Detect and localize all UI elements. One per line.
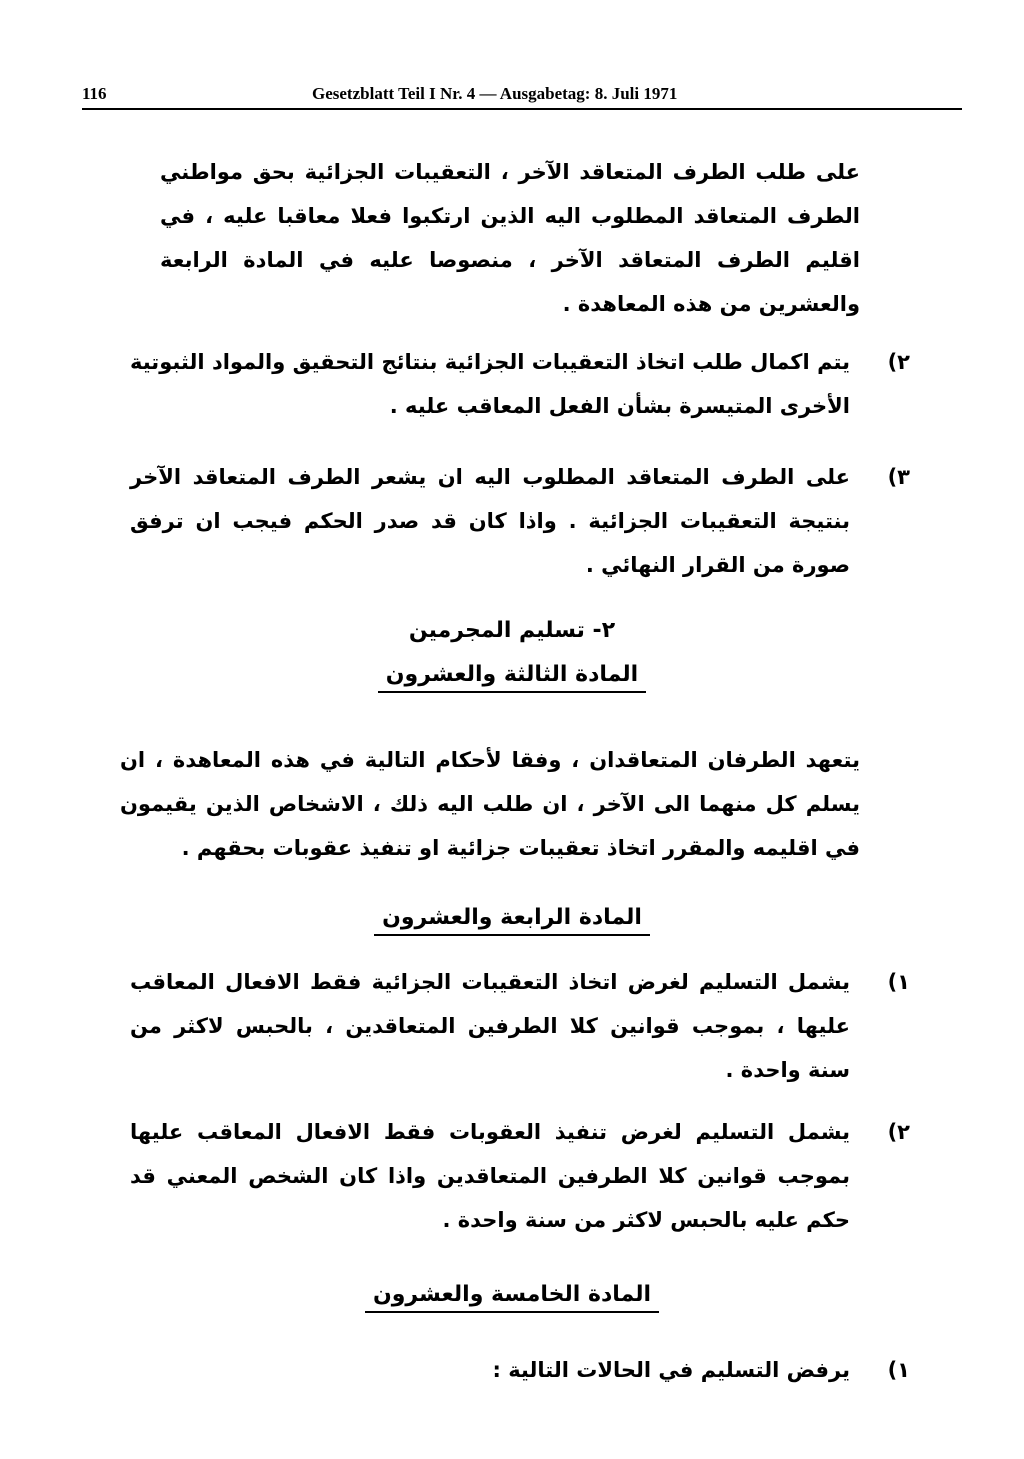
article-23-heading — [0, 662, 1024, 687]
article-25-heading — [0, 1282, 1024, 1307]
item-text: يرفض التسليم في الحالات التالية : — [492, 1358, 850, 1382]
item-text: يشمل التسليم لغرض اتخاذ التعقيبات الجزائية فقط الافعال المعاقب عليها ، بموجب قوانين كلا الطرفين المتعاقدين ، بالحبس لاكثر من سنة واحدة . — [130, 970, 850, 1082]
item-text: يشمل التسليم لغرض تنفيذ العقوبات فقط الافعال المعاقب عليها بموجب قوانين كلا الطرفين المتعاقدين واذا كان الشخص المعني قد حكم عليه بالحبس لاكثر من سنة واحدة . — [130, 1120, 850, 1232]
article-23-title: المادة الثالثة والعشرون — [378, 662, 646, 693]
section-title: ٢- تسليم المجرمين — [408, 618, 616, 643]
item-number: ٢) — [887, 350, 910, 374]
article-24-title: المادة الرابعة والعشرون — [374, 905, 650, 936]
item-number: ١) — [887, 970, 910, 994]
gazette-title: Gesetzblatt Teil I Nr. 4 — Ausgabetag: 8. Juli 1971 — [312, 84, 678, 103]
page-header — [82, 84, 962, 108]
continuation-paragraph: على طلب الطرف المتعاقد الآخر ، التعقيبات الجزائية بحق مواطني الطرف المتعاقد المطلوب اليه الذين ارتكبوا فعلا معاقبا عليه ، في اقليم الطرف المتعاقد الآخر ، منصوصا عليه في المادة الرابعة والعشرين من هذه المعاهدة . — [160, 160, 860, 316]
item-number: ١) — [887, 1358, 910, 1382]
item-text: يتم اكمال طلب اتخاذ التعقيبات الجزائية بنتائج التحقيق والمواد الثبوتية الأخرى المتيسرة بشأن الفعل المعاقب عليه . — [130, 350, 850, 418]
page-number: 116 — [82, 84, 107, 103]
item-text: على الطرف المتعاقد المطلوب اليه ان يشعر الطرف المتعاقد الآخر بنتيجة التعقيبات الجزائية . واذا كان قد صدر الحكم فيجب ان ترفق صورة من القرار النهائي . — [130, 465, 850, 577]
article-24-heading — [0, 905, 1024, 930]
item-number: ٢) — [887, 1120, 910, 1144]
article-25-title: المادة الخامسة والعشرون — [365, 1282, 659, 1313]
header-rule — [82, 108, 962, 110]
item-number: ٣) — [887, 465, 910, 489]
article-23-text: يتعهد الطرفان المتعاقدان ، وفقا لأحكام التالية في هذه المعاهدة ، ان يسلم كل منهما الى الآخر ، ان طلب اليه ذلك ، الاشخاص الذين يقيمون في اقليمه والمقرر اتخاذ تعقيبات جزائية او تنفيذ عقوبات بحقهم . — [120, 748, 860, 860]
